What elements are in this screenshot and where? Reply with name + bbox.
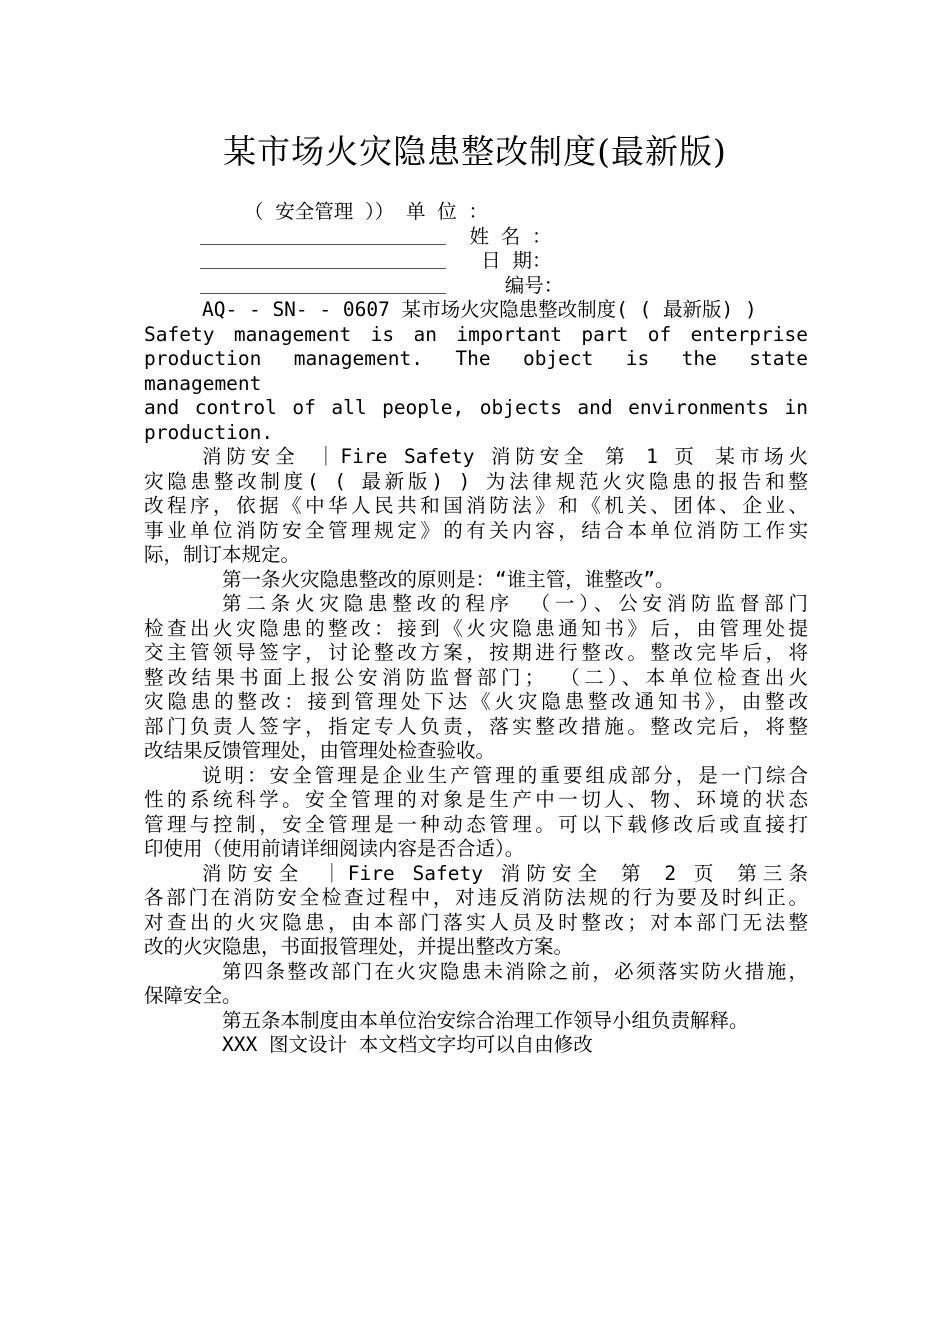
meta-date-label: 日 期：: [481, 249, 552, 272]
document-body: [144, 200, 808, 1058]
article-2-line: 部门负责人签字，指定专人负责，落实整改措施。整改完后，将整: [144, 714, 808, 738]
article-2-line: 第二条火灾隐患整改的程序 （一）、公安消防监督部门: [222, 592, 808, 615]
note-line: 性的系统科学。安全管理的对象是生产中一切人、物、环境的状态: [144, 788, 808, 811]
meta-name-line: [144, 225, 808, 250]
date-underline: [200, 250, 446, 269]
meta-date-line: [144, 249, 808, 274]
english-line: production management. The object is the state management: [144, 347, 808, 395]
article-5: 第五条本制度由本单位治安综合治理工作领导小组负责解释。: [222, 1008, 749, 1032]
meta-number-label: 编号：: [504, 273, 564, 297]
english-line: Safety management is an important part of enterprise: [144, 322, 808, 346]
footer-note: XXX 图文设计 本文档文字均可以自由修改: [222, 1033, 593, 1056]
article-2-line: 改结果反馈管理处，由管理处检查验收。: [144, 739, 496, 762]
paragraph-line: 事业单位消防安全管理规定》的有关内容，结合本单位消防工作实: [144, 518, 808, 542]
document-title: 某市场火灾隐患整改制度(最新版): [223, 132, 727, 171]
name-underline: [200, 226, 446, 245]
number-underline: [200, 275, 446, 294]
article-2-line: 检查出火灾隐患的整改：接到《火灾隐患通知书》后，由管理处提: [144, 616, 808, 640]
paragraph-line: 对查出的火灾隐患，由本部门落实人员及时整改；对本部门无法整: [144, 910, 808, 934]
article-1: 第一条火灾隐患整改的原则是：“谁主管，谁整改”。: [222, 567, 675, 591]
paragraph-line: 改的火灾隐患，书面报管理处，并提出整改方案。: [144, 935, 574, 958]
note-line: 说明：安全管理是企业生产管理的重要组成部分，是一门综合: [202, 763, 808, 787]
paragraph-line: 改程序，依据《中华人民共和国消防法》和《机关、团体、企业、: [144, 494, 808, 517]
meta-number-line: [144, 274, 808, 299]
english-line: and control of all people, objects and environments in: [144, 396, 808, 419]
article-2-line: 灾隐患的整改：接到管理处下达《火灾隐患整改通知书》，由整改: [144, 690, 808, 713]
note-line: 管理与控制，安全管理是一种动态管理。可以下载修改后或直接打: [144, 812, 808, 836]
article-4-line: 保障安全。: [144, 984, 242, 1007]
english-line: production.: [144, 420, 274, 444]
meta-unit-line: （ 安全管理 ）） 单 位 ：: [244, 200, 488, 223]
paragraph-line: 消防安全 ｜Fire Safety 消防安全 第 2 页 第三条: [202, 861, 808, 885]
note-line: 印使用（使用前请详细阅读内容是否合适）。: [144, 837, 525, 860]
article-4-line: 第四条整改部门在火灾隐患未消除之前，必须落实防火措施，: [222, 959, 808, 983]
paragraph-line: 消防安全 ｜Fire Safety 消防安全 第 1 页 某市场火: [202, 445, 808, 468]
document-code-line: AQ- - SN- - 0607 某市场火灾隐患整改制度( ( 最新版) ): [202, 298, 757, 321]
meta-name-label: 姓 名 ：: [469, 224, 552, 248]
paragraph-line: 灾隐患整改制度( ( 最新版) ) 为法律规范火灾隐患的报告和整: [144, 469, 808, 493]
paragraph-line: 际，制订本规定。: [144, 543, 301, 566]
paragraph-line: 各部门在消防安全检查过程中，对违反消防法规的行为要及时纠正。: [144, 886, 808, 909]
article-2-line: 交主管领导签字，讨论整改方案，按期进行整改。整改完毕后，将: [144, 641, 808, 664]
article-2-line: 整改结果书面上报公安消防监督部门； （二）、本单位检查出火: [144, 665, 808, 689]
